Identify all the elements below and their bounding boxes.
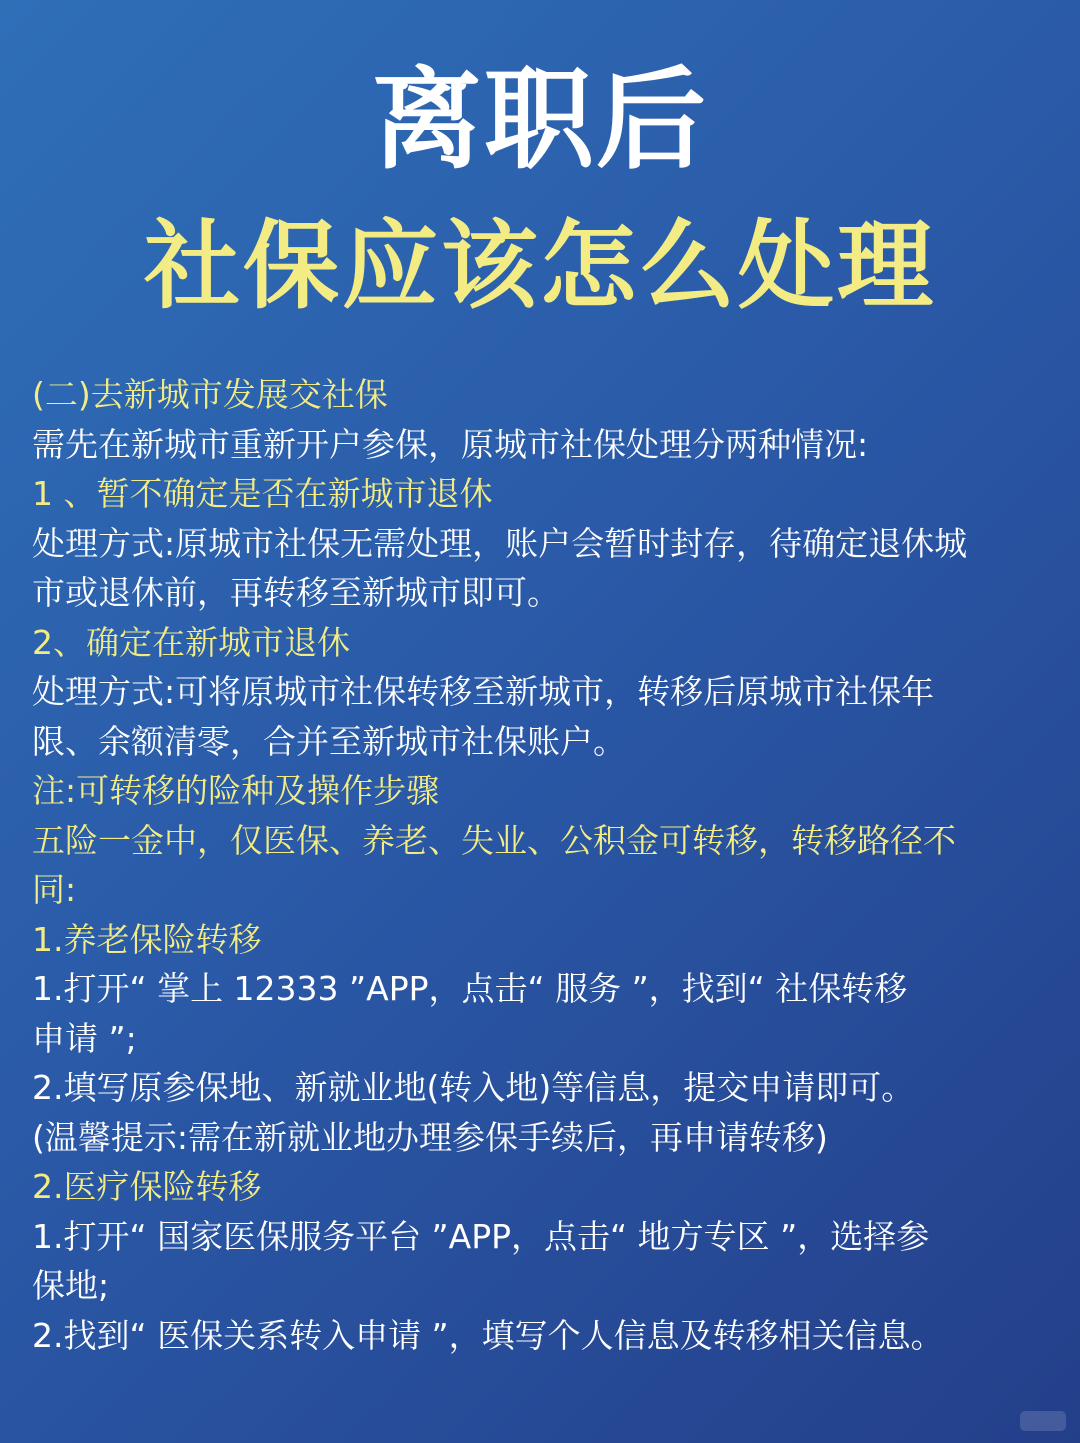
content-line: (温馨提示:需在新就业地办理参保手续后，再申请转移) xyxy=(32,1117,828,1157)
content-line: 1.打开“ 国家医保服务平台 ”APP，点击“ 地方专区 ”，选择参 xyxy=(32,1216,930,1256)
content-line: 处理方式:原城市社保无需处理，账户会暂时封存，待确定退休城 xyxy=(32,523,968,563)
content-line: 2、确定在新城市退休 xyxy=(32,622,350,662)
content-line: 同: xyxy=(32,870,77,909)
page-title: 离职后 xyxy=(372,56,708,184)
page-subtitle: 社保应该怎么处理 xyxy=(144,210,936,322)
content-line: 1.打开“ 掌上 12333 ”APP，点击“ 服务 ”，找到“ 社保转移 xyxy=(32,969,908,1008)
content-line: (二)去新城市发展交社保 xyxy=(32,375,388,414)
content-line: 注:可转移的险种及操作步骤 xyxy=(32,771,440,810)
content-body xyxy=(32,370,1052,1360)
content-line: 1.养老保险转移 xyxy=(32,919,262,959)
content-line: 保地; xyxy=(32,1266,110,1305)
content-line: 限、余额清零，合并至新城市社保账户。 xyxy=(32,721,626,761)
content-line: 申请 ”; xyxy=(32,1018,137,1058)
watermark-badge xyxy=(1020,1411,1066,1431)
content-line: 2.填写原参保地、新就业地(转入地)等信息，提交申请即可。 xyxy=(32,1068,915,1107)
content-line: 1 、暂不确定是否在新城市退休 xyxy=(32,474,493,513)
content-line: 需先在新城市重新开户参保，原城市社保处理分两种情况: xyxy=(32,424,869,464)
content-line: 市或退休前，再转移至新城市即可。 xyxy=(32,573,560,612)
content-line: 2.医疗保险转移 xyxy=(32,1167,262,1206)
content-line: 处理方式:可将原城市社保转移至新城市，转移后原城市社保年 xyxy=(32,672,935,711)
content-line: 五险一金中，仅医保、养老、失业、公积金可转移，转移路径不 xyxy=(32,820,956,860)
content-line: 2.找到“ 医保关系转入申请 ”，填写个人信息及转移相关信息。 xyxy=(32,1315,944,1355)
